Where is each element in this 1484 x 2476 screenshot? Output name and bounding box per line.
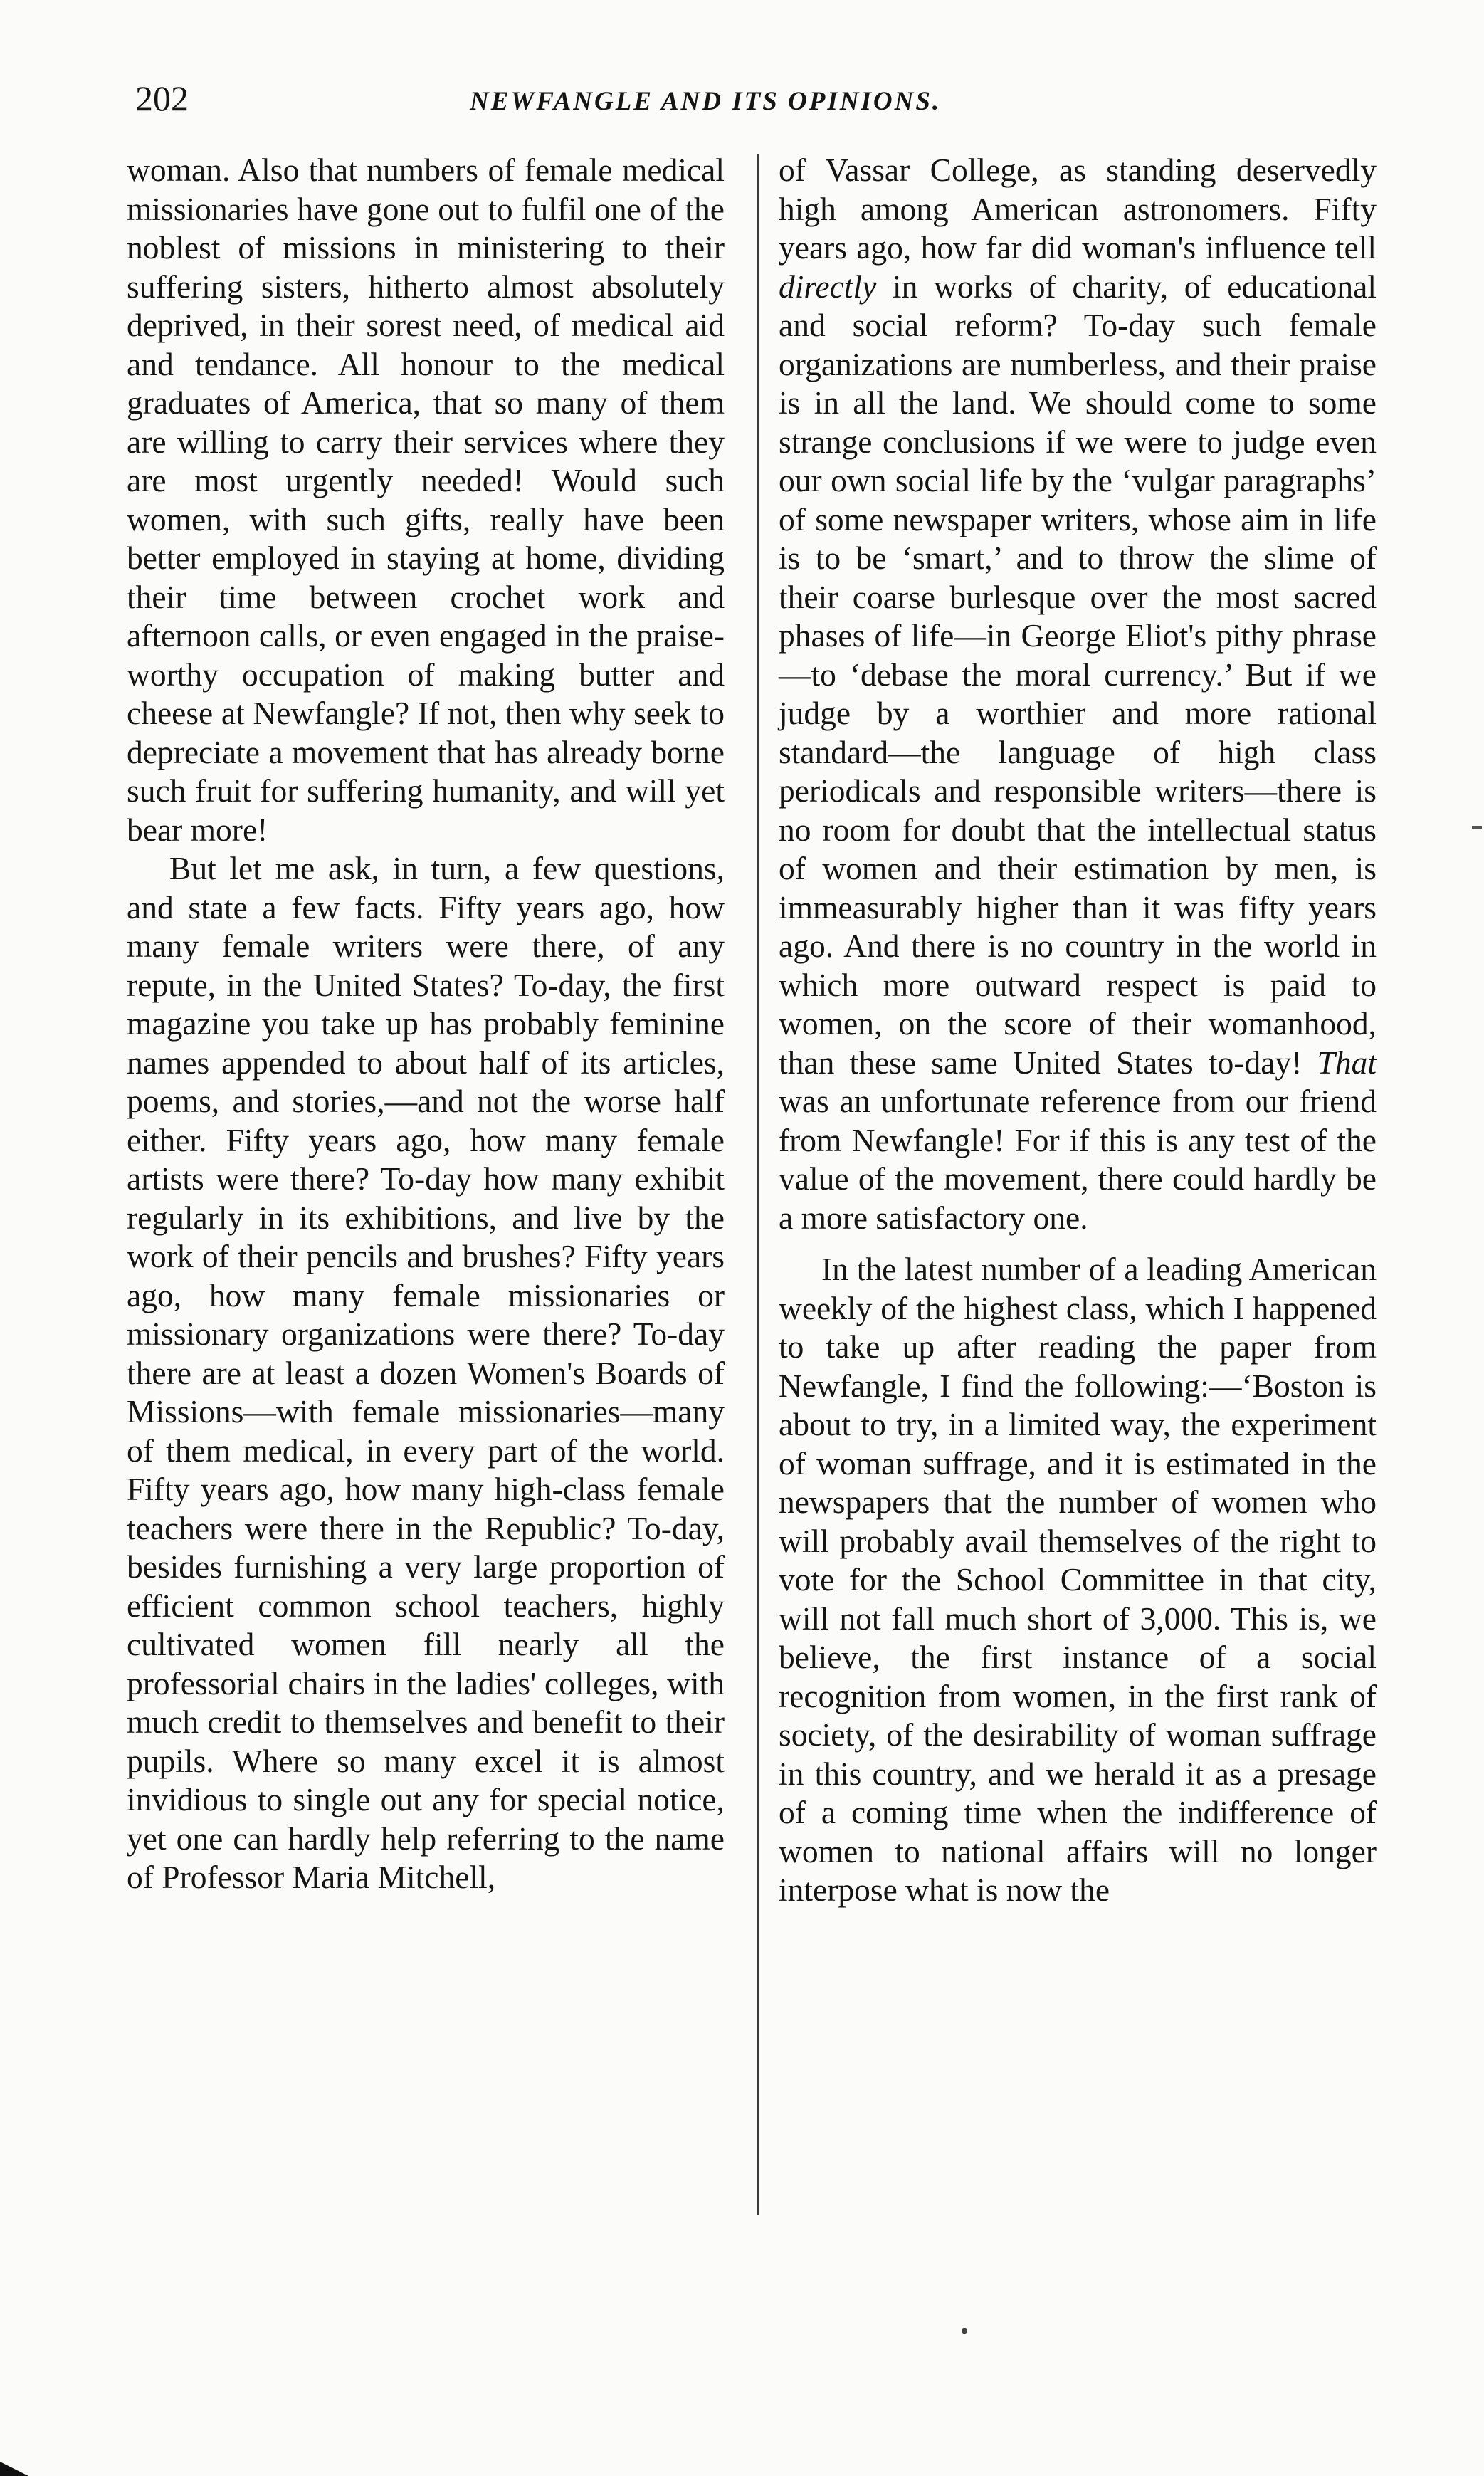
- running-head: NEWFANGLE AND ITS OPINIONS.: [470, 87, 942, 116]
- left-paragraph-1: woman. Also that numbers of female medical missionaries have gone out to fulfil one of the noblest of missions in ministering to their suffering sisters, hitherto almost absolutely deprived, in their sorest need, of medical aid and tendance. All honour to the medical graduates of America, that so many of them are willing to carry their services where they are most urgently needed! Would such women, with such gifts, really have been better employed in staying at home, dividing their time between crochet work and afternoon calls, or even engaged in the praise-worthy occupation of making butter and cheese at Newfangle? If not, then why seek to depreciate a movement that has already borne such fruit for suffering humanity, and will yet bear more!: [127, 152, 725, 848]
- page-number: 202: [135, 78, 189, 118]
- right-paragraph-1: [779, 151, 1377, 1237]
- edge-speck: [1472, 826, 1482, 829]
- right-paragraph-1-part-b: in works of charity, of educational and social reform? To-day such female organizations are numberless, and their praise is in all the land. We should come to some strange conclusions if we were to judge even our own social life by the ‘vulgar paragraphs’ of some newspaper writers, whose aim in life is to be ‘smart,’ and to throw the slime of their coarse burlesque over the most sacred phases of life—in George Eliot's pithy phrase—to ‘debase the moral currency.’ But if we judge by a worthier and more rational standard—the language of high class periodicals and responsible writers—there is no room for doubt that the intellectual status of women and their estimation by men, is immeasurably higher than it was fifty years ago. And there is no country in the world in which more outward respect is paid to women, on the score of their womanhood, than these same United States to-day!: [779, 268, 1377, 1081]
- column-rule: [757, 154, 759, 2215]
- italic-directly: directly: [779, 268, 877, 305]
- right-paragraph-1-part-c: was an unfortunate reference from our friend from Newfangle! For if this is any test of the value of the movement, there could hardly be a more satisfactory one.: [779, 1083, 1377, 1236]
- left-paragraph-2: But let me ask, in turn, a few questions, and state a few facts. Fifty years ago, how many female writers were there, of any repute, in the United States? To-day, the first magazine you take up has probably feminine names appended to about half of its articles, poems, and stories,—and not the worse half either. Fifty years ago, how many female artists were there? To-day how many exhibit regularly in its exhibitions, and live by the work of their pencils and brushes? Fifty years ago, how many female missionaries or missionary organizations were there? To-day there are at least a dozen Women's Boards of Missions—with female missionaries—many of them medical, in every part of the world. Fifty years ago, how many high-class female teachers were there in the Republic? To-day, besides furnishing a very large proportion of efficient common school teachers, highly cultivated women fill nearly all the professorial chairs in the ladies' colleges, with much credit to themselves and benefit to their pupils. Where so many excel it is almost invidious to single out any for special notice, yet one can hardly help referring to the name of Professor Maria Mitchell,: [127, 850, 725, 1895]
- page-corner-shadow: [0, 2462, 28, 2476]
- right-paragraph-1-part-a: of Vassar College, as standing deservedly high among American astronomers. Fifty years ago, how far did woman's influence tell: [779, 152, 1377, 266]
- right-column: [779, 151, 1377, 1910]
- bottom-speck: [962, 2328, 967, 2334]
- left-column: [127, 151, 725, 1897]
- paragraph-gap: [779, 1237, 1377, 1250]
- right-paragraph-2: In the latest number of a leading American weekly of the highest class, which I happened to take up after reading the paper from Newfangle, I find the following:—‘Boston is about to try, in a limited way, the experiment of woman suffrage, and it is estimated in the newspapers that the number of women who will probably avail themselves of the right to vote for the School Committee in that city, will not fall much short of 3,000. This is, we believe, the first instance of a social recognition from women, in the first rank of society, of the desirability of woman suffrage in this country, and we herald it as a presage of a coming time when the indifference of women to national affairs will no longer interpose what is now the: [779, 1251, 1377, 1908]
- italic-that: That: [1317, 1044, 1377, 1081]
